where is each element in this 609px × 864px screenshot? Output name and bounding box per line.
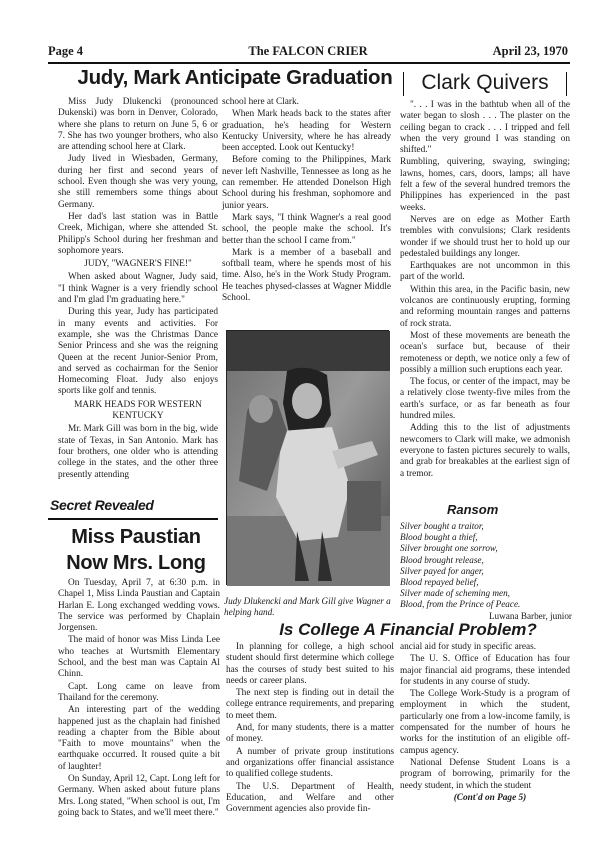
paragraph: school here at Clark. <box>222 97 299 107</box>
paragraph: The College Work-Study is a program of employment in which the student, particularly one from a low-income family, is compensated for the number of hours he works for the institution of an eligible off-campus agency. <box>400 689 570 756</box>
poem-line: Blood brought release, <box>400 554 484 565</box>
poem-line: Silver brought one sorrow, <box>400 543 498 554</box>
page-header <box>48 44 568 62</box>
judy-mark-headline: Judy, Mark Anticipate Graduation <box>77 66 393 89</box>
paragraph: Rumbling, quivering, swaying, swinging; lawns, homes, cars, doors, lamps; all have felt a few of the several hundred tremors the Philippines has experienced in the past weeks. <box>400 157 570 213</box>
paragraph: When Mark heads back to the states after graduation, he's heading for Western Kentucky University, where he has already been accepted. Look out Kentucky! <box>222 109 391 154</box>
financial-article-column-2 <box>400 642 570 842</box>
newspaper-name: The FALCON CRIER <box>248 44 368 58</box>
paragraph: Mark says, "I think Wagner's a real good school, the people make the school. It's better than the school I came from." <box>222 212 391 246</box>
paragraph: The U.S. Department of Health, Education, and Welfare and other Government agencies also provide fin- <box>226 781 394 815</box>
paragraph: The maid of honor was Miss Linda Lee who teaches at Wurtsmith Elementary School, and the best man was Captain Al Chinn. <box>58 635 220 680</box>
paragraph: On Tuesday, April 7, at 6:30 p.m. in Chapel 1, Miss Linda Paustian and Captain Harlan E. Long exchanged wedding vows. The service was performed by Chaplain Jorgensen. <box>58 578 220 634</box>
poem-line: Silver payed for anger, <box>400 565 484 576</box>
judy-article-column-1 <box>58 97 218 480</box>
paragraph: Adding this to the list of adjustments newcomers to Clark will make, we admonish everyone to fasten pictures securely to walls, and grab for breakables at the earliest sign of a tremor. <box>400 423 570 479</box>
poem-line: Silver bought a traitor, <box>400 521 484 531</box>
paragraph: A number of private group institutions and organizations offer financial assistance to qualified college students. <box>226 746 394 780</box>
paragraph: An interesting part of the wedding happened just as the chaplain had finished reading a chapter from the Bible about "Faith to move mountains" when the earthquake occurred. It roused quite a bit of laughter! <box>58 705 220 772</box>
issue-date: April 23, 1970 <box>492 44 568 58</box>
photo-judy-mark <box>226 330 389 585</box>
judy-article-column-2 <box>222 97 391 327</box>
clark-quivers-title: Clark Quivers <box>421 71 549 94</box>
paragraph: Capt. Long came on leave from Thailand for the ceremony. <box>58 681 220 703</box>
paragraph: ancial aid for study in specific areas. <box>400 642 537 652</box>
poem-line: Blood repayed belief, <box>400 577 479 588</box>
paustian-headline: Miss Paustian Now Mrs. Long <box>66 526 206 574</box>
paragraph: Most of these movements are beneath the ocean's surface but, because of their remoteness or depth, we notice only a few of possibly a million such eruptions each year. <box>400 330 570 375</box>
paragraph: The U. S. Office of Education has four major financial aid programs, these intended for students in any course of study. <box>400 654 570 687</box>
subheading: MARK HEADS FOR WESTERN KENTUCKY <box>74 399 202 422</box>
clark-quivers-column <box>400 100 570 498</box>
financial-article-column-1 <box>226 642 394 842</box>
photo-image <box>227 331 390 586</box>
poem-line: Blood, from the Prince of Peace. <box>400 599 521 610</box>
paragraph: During this year, Judy has participated in many events and activities. For example, she was the Christmas Dance Senior Princess and she was the reigning Queen at the recent Junior-Senior Prom, and served as cochairman for the Senior Homecoming Float. Judy also enjoys sports like golf and tennis. <box>58 307 218 397</box>
ransom-poem <box>400 521 572 622</box>
paragraph: Miss Judy Dlukencki (pronounced Dukenski) was born in Denver, Colorado, where she plans to return on June 5, 6 or 7. She has two younger brothers, who also are attending school here at Clark. <box>58 97 218 153</box>
paragraph: When asked about Wagner, Judy said, "I think Wagner is a very friendly school and I'm glad I'm graduating here." <box>58 272 218 306</box>
paragraph: The next step is finding out in detail the college entrance requirements, and preparing to meet them. <box>226 688 394 721</box>
paragraph: Her dad's last station was in Battle Creek, Michigan, where she attended St. Philipp's School during her freshman and sophomore years. <box>58 211 218 256</box>
paragraph: ". . . I was in the bathtub when all of the water began to slosh . . . The plaster on the ceiling began to crack . . . I tripped and fell when the very ground I was standing on shifted." <box>400 100 570 156</box>
ransom-title: Ransom <box>447 502 499 517</box>
paragraph: Within this area, in the Pacific basin, new volcanos are continuously erupting, forming and reforming mountain ranges and patterns of rock strata. <box>400 284 570 329</box>
paragraph: Earthquakes are not uncommon in this part of the world. <box>400 261 570 283</box>
paragraph: And, for many students, there is a matter of money. <box>226 723 394 745</box>
paragraph: The focus, or center of the impact, may be a relatively close twenty-five miles from the earth's surface, or as far beneath as four hundred miles. <box>400 377 570 422</box>
page-number: Page 4 <box>48 44 84 58</box>
paragraph: Nerves are on edge as Mother Earth trembles with convulsions; Clark residents wonder if we should trust her to hold up our pedestaled buildings any longer. <box>400 214 570 259</box>
secret-revealed-kicker: Secret Revealed <box>50 497 154 513</box>
continued-notice[interactable]: (Cont'd on Page 5) <box>453 792 527 803</box>
subheading: JUDY, "WAGNER'S FINE!" <box>84 259 192 270</box>
paragraph: Mark is a member of a baseball and softball team, where he spends most of his time. Also, he's in the Work Study Program. He teaches physed-classes at Wagner Middle School. <box>222 247 391 304</box>
paragraph: Mr. Mark Gill was born in the big, wide state of Texas, in San Antonio. Mark has four brothers, one older who is attending college in the states, and the other three presently attending <box>58 424 218 480</box>
financial-headline: Is College A Financial Problem? <box>279 620 537 639</box>
paragraph: Judy lived in Wiesbaden, Germany, during her first and second years of school. Even though she was very young, she still remembers some things about Germany. <box>58 154 218 210</box>
paragraph: National Defense Student Loans is a program of borrowing, primarily for the needy student, in which the student <box>400 757 570 791</box>
poem-line: Blood bought a thief, <box>400 532 478 543</box>
header-rule <box>48 62 570 64</box>
clark-quivers-box <box>403 72 567 96</box>
paragraph: In planning for college, a high school student should first determine which college has the courses of study best suited to his needs or career plans. <box>226 642 394 686</box>
paragraph: Before coming to the Philippines, Mark never left Nashville, Tennessee as long as he can remember. He attended Donelson High School during his freshman, sophomore and junior years. <box>222 155 391 211</box>
paragraph: On Sunday, April 12, Capt. Long left for Germany. When asked about future plans Mrs. Long stated, "When school is out, I'm going back to States, and we'll meet there." <box>58 774 220 818</box>
photo-caption: Judy Dlukencki and Mark Gill give Wagner a helping hand. <box>224 596 391 617</box>
poem-author: Luwana Barber, junior <box>488 610 572 621</box>
poem-line: Silver made of scheming men, <box>400 588 510 599</box>
paustian-article-column <box>58 578 220 836</box>
kicker-rule <box>48 518 218 520</box>
